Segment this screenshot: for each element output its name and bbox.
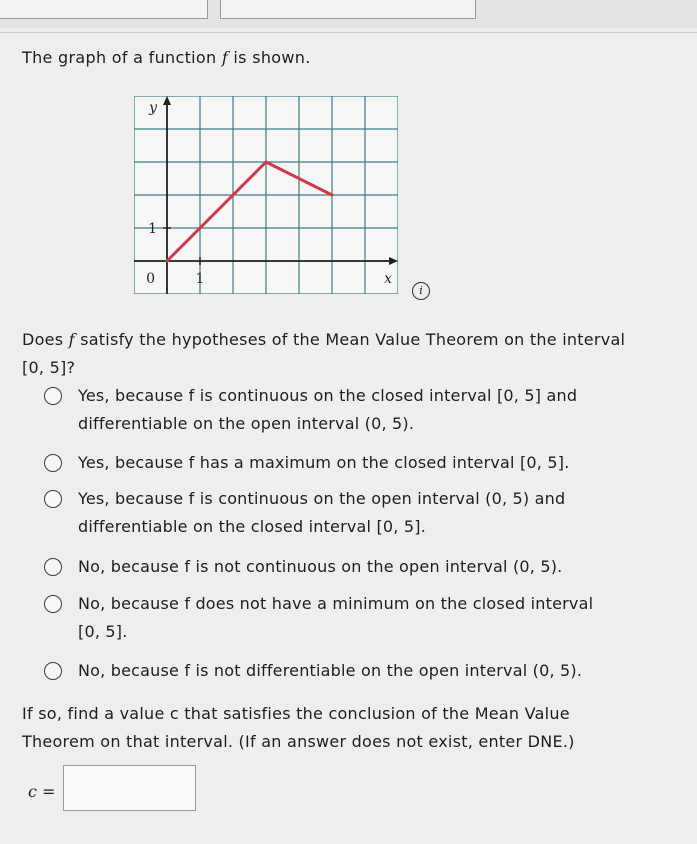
origin-label: 0 bbox=[146, 271, 155, 287]
question-text bbox=[22, 48, 311, 67]
option-text: Yes, because f is continuous on the closed interval [0, 5] and bbox=[78, 386, 578, 405]
top-tab-strip bbox=[0, 0, 697, 28]
radio-button[interactable] bbox=[44, 595, 62, 613]
mvt-prompt bbox=[22, 326, 682, 382]
followup-question bbox=[22, 700, 682, 756]
top-tab-left[interactable] bbox=[0, 0, 208, 19]
option-text: No, because f is not continuous on the open interval (0, 5). bbox=[78, 557, 563, 576]
prompt-fn: f bbox=[68, 330, 75, 349]
option-1[interactable] bbox=[44, 382, 664, 438]
option-5[interactable] bbox=[44, 590, 664, 646]
question-prefix: The graph of a function bbox=[22, 48, 222, 67]
prompt-prefix: Does bbox=[22, 330, 69, 349]
answer-label: c = bbox=[28, 782, 56, 801]
info-icon[interactable]: i bbox=[412, 282, 430, 300]
radio-button[interactable] bbox=[44, 558, 62, 576]
prompt-interval: [0, 5]? bbox=[22, 358, 76, 377]
function-graph bbox=[134, 96, 398, 294]
radio-button[interactable] bbox=[44, 454, 62, 472]
header-divider bbox=[0, 32, 697, 33]
followup-line1: If so, find a value c that satisfies the conclusion of the Mean Value bbox=[22, 704, 570, 723]
option-4[interactable] bbox=[44, 553, 664, 581]
x-axis-label: x bbox=[384, 271, 392, 287]
question-fn: f bbox=[221, 48, 229, 67]
option-text-line2: differentiable on the closed interval [0, 5]. bbox=[78, 517, 426, 536]
option-text-line2: [0, 5]. bbox=[78, 622, 128, 641]
question-suffix: is shown. bbox=[228, 48, 311, 67]
top-tab-right[interactable] bbox=[220, 0, 476, 19]
y-axis-label: y bbox=[149, 100, 157, 116]
option-2[interactable] bbox=[44, 449, 664, 477]
y-tick-label: 1 bbox=[148, 221, 157, 237]
radio-button[interactable] bbox=[44, 662, 62, 680]
option-text-line2: differentiable on the open interval (0, 5). bbox=[78, 414, 415, 433]
followup-line2: Theorem on that interval. (If an answer does not exist, enter DNE.) bbox=[22, 732, 575, 751]
option-text: Yes, because f has a maximum on the closed interval [0, 5]. bbox=[78, 453, 570, 472]
answer-input[interactable] bbox=[63, 765, 196, 811]
option-text: Yes, because f is continuous on the open interval (0, 5) and bbox=[78, 489, 566, 508]
x-tick-label: 1 bbox=[195, 271, 205, 287]
radio-button[interactable] bbox=[44, 387, 62, 405]
option-text: No, because f is not differentiable on the open interval (0, 5). bbox=[78, 661, 583, 680]
prompt-mid: satisfy the hypotheses of the Mean Value Theorem on the interval bbox=[74, 330, 626, 349]
option-text: No, because f does not have a minimum on the closed interval bbox=[78, 594, 594, 613]
option-3[interactable] bbox=[44, 485, 664, 541]
radio-button[interactable] bbox=[44, 490, 62, 508]
option-6[interactable] bbox=[44, 657, 664, 685]
